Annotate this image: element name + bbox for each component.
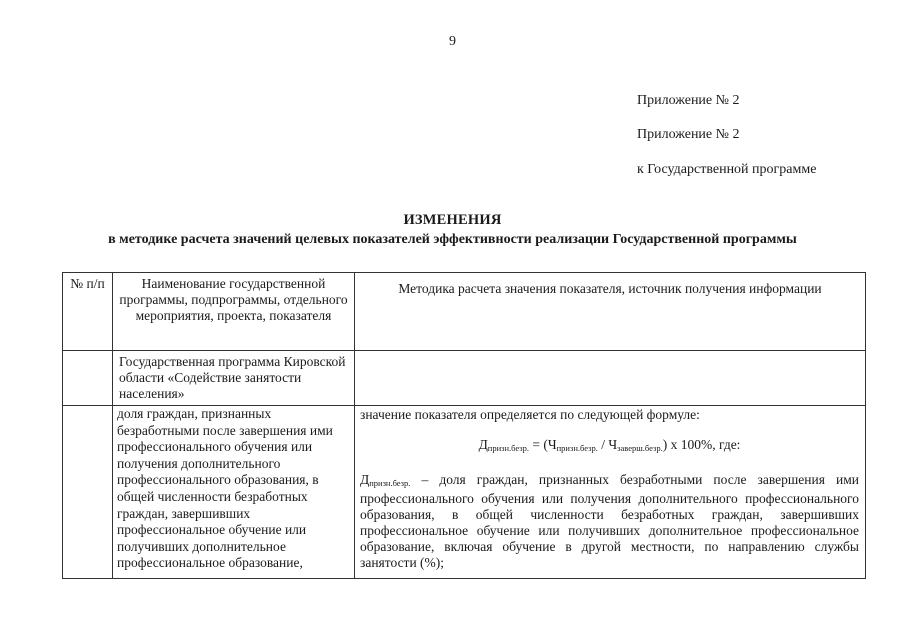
- table-row: [63, 406, 866, 579]
- formula-lhs: Д: [478, 437, 488, 452]
- page-number: 9: [449, 34, 456, 49]
- document-title: ИЗМЕНЕНИЯ: [403, 212, 502, 228]
- formula-div: / Ч: [597, 437, 618, 452]
- table-header-row: [63, 273, 866, 351]
- method-intro: значение показателя определяется по следующей формуле:: [360, 407, 700, 422]
- explain-symbol: Д: [360, 472, 370, 487]
- program-num: [63, 351, 113, 406]
- annex-line-2: Приложение № 2: [637, 127, 740, 142]
- formula-tail: ) х 100%, где:: [662, 437, 741, 452]
- header-name: Наименование государственной программы, подпрограммы, отдельного мероприятия, проекта, показателя: [113, 273, 355, 351]
- methodology-table: [62, 272, 866, 579]
- annex-line-3: к Государственной программе: [637, 162, 817, 177]
- formula-eq: = (Ч: [528, 437, 557, 452]
- program-method: [355, 351, 866, 406]
- annex-line-1: Приложение № 2: [637, 93, 740, 108]
- explain-text: – доля граждан, признанных безработными после завершения ими профессионального обучения или получения дополнительного профессионального образования, в общей численности безработных граждан, завершивших профессиональное обучение или получивших дополнительное профессиональное образование, включая обучение в другой местности, по направлению службы занятости (%);: [360, 472, 859, 570]
- formula-num-sub: призн.безр.: [556, 443, 598, 453]
- formula-lhs-sub: призн.безр.: [487, 443, 529, 453]
- indicator-num: [63, 406, 113, 579]
- header-method: Методика расчета значения показателя, источник получения информации: [355, 273, 866, 351]
- formula: [360, 437, 859, 456]
- header-num: № п/п: [63, 273, 113, 351]
- table-row: [63, 351, 866, 406]
- formula-den-sub: заверш.безр.: [617, 443, 663, 453]
- program-name: Государственная программа Кировской области «Содействие занятости населения»: [113, 351, 355, 406]
- explain-symbol-sub: призн.безр.: [369, 478, 411, 488]
- indicator-name: доля граждан, признанных безработными после завершения ими профессионального обучения или получения дополнительного профессионального образования, в общей численности безработных граждан, завершивших профессиональное обучение или получивших дополнительное профессиональное образование,: [113, 406, 355, 579]
- indicator-method: [355, 406, 866, 579]
- formula-explanation: [360, 472, 859, 571]
- document-subtitle: в методике расчета значений целевых показателей эффективности реализации Государственной программы: [108, 232, 797, 247]
